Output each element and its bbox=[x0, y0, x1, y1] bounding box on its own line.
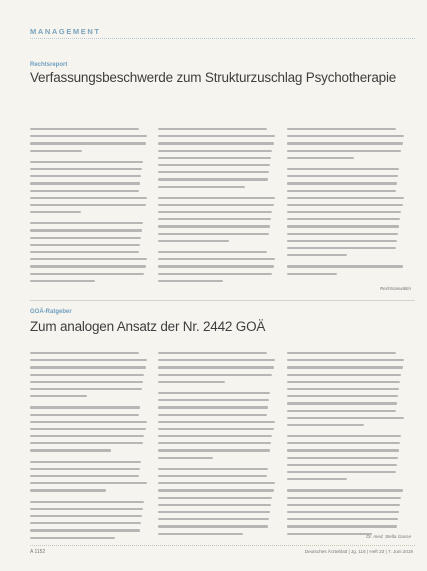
text-line bbox=[30, 529, 140, 531]
text-line bbox=[30, 374, 144, 376]
text-line bbox=[30, 237, 141, 239]
text-line bbox=[30, 168, 142, 170]
article1-column-2 bbox=[158, 128, 276, 287]
text-line bbox=[158, 475, 267, 477]
text-line bbox=[287, 247, 396, 249]
text-line bbox=[287, 157, 354, 159]
article2-signature: Dr. med. Stella Gasse bbox=[366, 534, 411, 539]
text-line bbox=[30, 175, 141, 177]
text-line bbox=[30, 182, 140, 184]
text-line bbox=[30, 211, 81, 213]
text-line bbox=[287, 381, 400, 383]
text-line bbox=[30, 515, 142, 517]
text-line bbox=[287, 273, 337, 275]
header-rule bbox=[30, 38, 415, 39]
text-line bbox=[158, 399, 269, 401]
text-line bbox=[158, 164, 270, 166]
text-line bbox=[287, 150, 401, 152]
text-line bbox=[158, 280, 223, 282]
text-line bbox=[287, 225, 399, 227]
text-line bbox=[158, 142, 274, 144]
text-line bbox=[158, 135, 275, 137]
text-line bbox=[158, 525, 268, 527]
text-line bbox=[287, 497, 401, 499]
text-line bbox=[30, 421, 147, 423]
text-line bbox=[158, 197, 275, 199]
text-line bbox=[30, 352, 139, 354]
text-line bbox=[30, 244, 140, 246]
text-line bbox=[287, 240, 397, 242]
text-line bbox=[287, 197, 404, 199]
text-line bbox=[287, 142, 403, 144]
text-line bbox=[30, 366, 146, 368]
text-line bbox=[158, 258, 275, 260]
text-line bbox=[158, 497, 272, 499]
text-line bbox=[158, 406, 268, 408]
text-line bbox=[287, 128, 396, 130]
text-line bbox=[158, 233, 269, 235]
text-line bbox=[158, 414, 267, 416]
text-line bbox=[30, 258, 147, 260]
article1-signature: Rechtsanwältin bbox=[379, 286, 411, 291]
text-line bbox=[287, 489, 403, 491]
text-line bbox=[287, 168, 399, 170]
text-line bbox=[287, 457, 398, 459]
text-line bbox=[30, 414, 139, 416]
text-line bbox=[158, 218, 271, 220]
text-line bbox=[287, 135, 404, 137]
article2-column-3 bbox=[287, 352, 405, 540]
article2-kicker: GOÄ-Ratgeber bbox=[30, 309, 72, 315]
text-line bbox=[30, 468, 140, 470]
article1-kicker: Rechtsreport bbox=[30, 62, 68, 68]
text-line bbox=[158, 178, 268, 180]
text-line bbox=[158, 128, 267, 130]
article-divider bbox=[30, 300, 415, 301]
article1-column-1 bbox=[30, 128, 148, 287]
article1-column-3 bbox=[287, 128, 405, 280]
text-line bbox=[30, 150, 82, 152]
text-line bbox=[287, 449, 399, 451]
text-line bbox=[287, 190, 396, 192]
text-line bbox=[287, 265, 403, 267]
text-line bbox=[287, 218, 400, 220]
text-line bbox=[158, 457, 213, 459]
text-line bbox=[158, 442, 271, 444]
text-line bbox=[30, 522, 141, 524]
text-line bbox=[158, 240, 229, 242]
text-line bbox=[30, 461, 141, 463]
text-line bbox=[287, 374, 401, 376]
text-line bbox=[158, 352, 267, 354]
text-line bbox=[30, 435, 144, 437]
text-line bbox=[287, 388, 399, 390]
text-line bbox=[30, 501, 144, 503]
text-line bbox=[30, 229, 142, 231]
text-line bbox=[158, 518, 269, 520]
text-line bbox=[30, 190, 139, 192]
text-line bbox=[287, 359, 404, 361]
text-line bbox=[287, 525, 397, 527]
text-line bbox=[287, 352, 396, 354]
text-line bbox=[158, 157, 271, 159]
text-line bbox=[158, 265, 274, 267]
text-line bbox=[158, 504, 271, 506]
text-line bbox=[158, 392, 270, 394]
text-line bbox=[158, 381, 225, 383]
text-line bbox=[30, 280, 95, 282]
text-line bbox=[30, 388, 142, 390]
text-line bbox=[158, 428, 274, 430]
text-line bbox=[287, 464, 397, 466]
text-line bbox=[30, 381, 143, 383]
article2-column-2 bbox=[158, 352, 276, 540]
text-line bbox=[30, 482, 147, 484]
text-line bbox=[287, 402, 397, 404]
text-line bbox=[287, 504, 400, 506]
journal-citation: Deutsches Ärzteblatt | Jg. 116 | Heft 23 | 7. Juni 2019 bbox=[304, 549, 413, 554]
text-line bbox=[287, 435, 401, 437]
text-line bbox=[30, 489, 106, 491]
text-line bbox=[287, 442, 400, 444]
article1-title: Verfassungsbeschwerde zum Strukturzuschlag Psychotherapie bbox=[30, 70, 397, 85]
text-line bbox=[287, 211, 401, 213]
text-line bbox=[30, 537, 115, 539]
article2-title: Zum analogen Ansatz der Nr. 2442 GOÄ bbox=[30, 319, 266, 334]
text-line bbox=[287, 254, 347, 256]
text-line bbox=[30, 449, 111, 451]
text-line bbox=[287, 175, 398, 177]
text-line bbox=[158, 211, 272, 213]
text-line bbox=[158, 482, 275, 484]
text-line bbox=[30, 359, 147, 361]
page-number: A 1152 bbox=[30, 549, 46, 555]
text-line bbox=[287, 471, 396, 473]
text-line bbox=[287, 366, 403, 368]
article2-column-1 bbox=[30, 352, 148, 544]
text-line bbox=[158, 150, 272, 152]
text-line bbox=[30, 395, 87, 397]
text-line bbox=[158, 171, 269, 173]
text-line bbox=[287, 478, 347, 480]
text-line bbox=[158, 449, 270, 451]
text-line bbox=[287, 424, 364, 426]
text-line bbox=[30, 161, 143, 163]
text-line bbox=[158, 468, 268, 470]
text-line bbox=[287, 182, 397, 184]
text-line bbox=[30, 428, 146, 430]
text-line bbox=[287, 410, 396, 412]
text-line bbox=[158, 251, 267, 253]
text-line bbox=[158, 511, 270, 513]
text-line bbox=[30, 222, 143, 224]
text-line bbox=[30, 475, 139, 477]
text-line bbox=[158, 366, 274, 368]
text-line bbox=[287, 233, 398, 235]
section-label: MANAGEMENT bbox=[30, 27, 101, 36]
text-line bbox=[30, 265, 146, 267]
text-line bbox=[30, 406, 140, 408]
footer-rule bbox=[30, 545, 415, 546]
text-line bbox=[30, 251, 139, 253]
text-line bbox=[30, 128, 139, 130]
text-line bbox=[158, 435, 272, 437]
text-line bbox=[158, 273, 272, 275]
text-line bbox=[158, 374, 272, 376]
text-line bbox=[287, 511, 399, 513]
text-line bbox=[158, 359, 275, 361]
text-line bbox=[30, 135, 147, 137]
text-line bbox=[30, 442, 143, 444]
text-line bbox=[287, 204, 403, 206]
text-line bbox=[158, 225, 270, 227]
text-line bbox=[30, 204, 146, 206]
text-line bbox=[287, 395, 398, 397]
text-line bbox=[158, 204, 274, 206]
text-line bbox=[30, 142, 146, 144]
text-line bbox=[158, 186, 245, 188]
text-line bbox=[287, 533, 372, 535]
text-line bbox=[30, 273, 144, 275]
text-line bbox=[30, 197, 147, 199]
text-line bbox=[287, 417, 404, 419]
text-line bbox=[158, 489, 274, 491]
text-line bbox=[30, 508, 143, 510]
text-line bbox=[158, 421, 275, 423]
text-line bbox=[158, 533, 243, 535]
text-line bbox=[287, 518, 398, 520]
